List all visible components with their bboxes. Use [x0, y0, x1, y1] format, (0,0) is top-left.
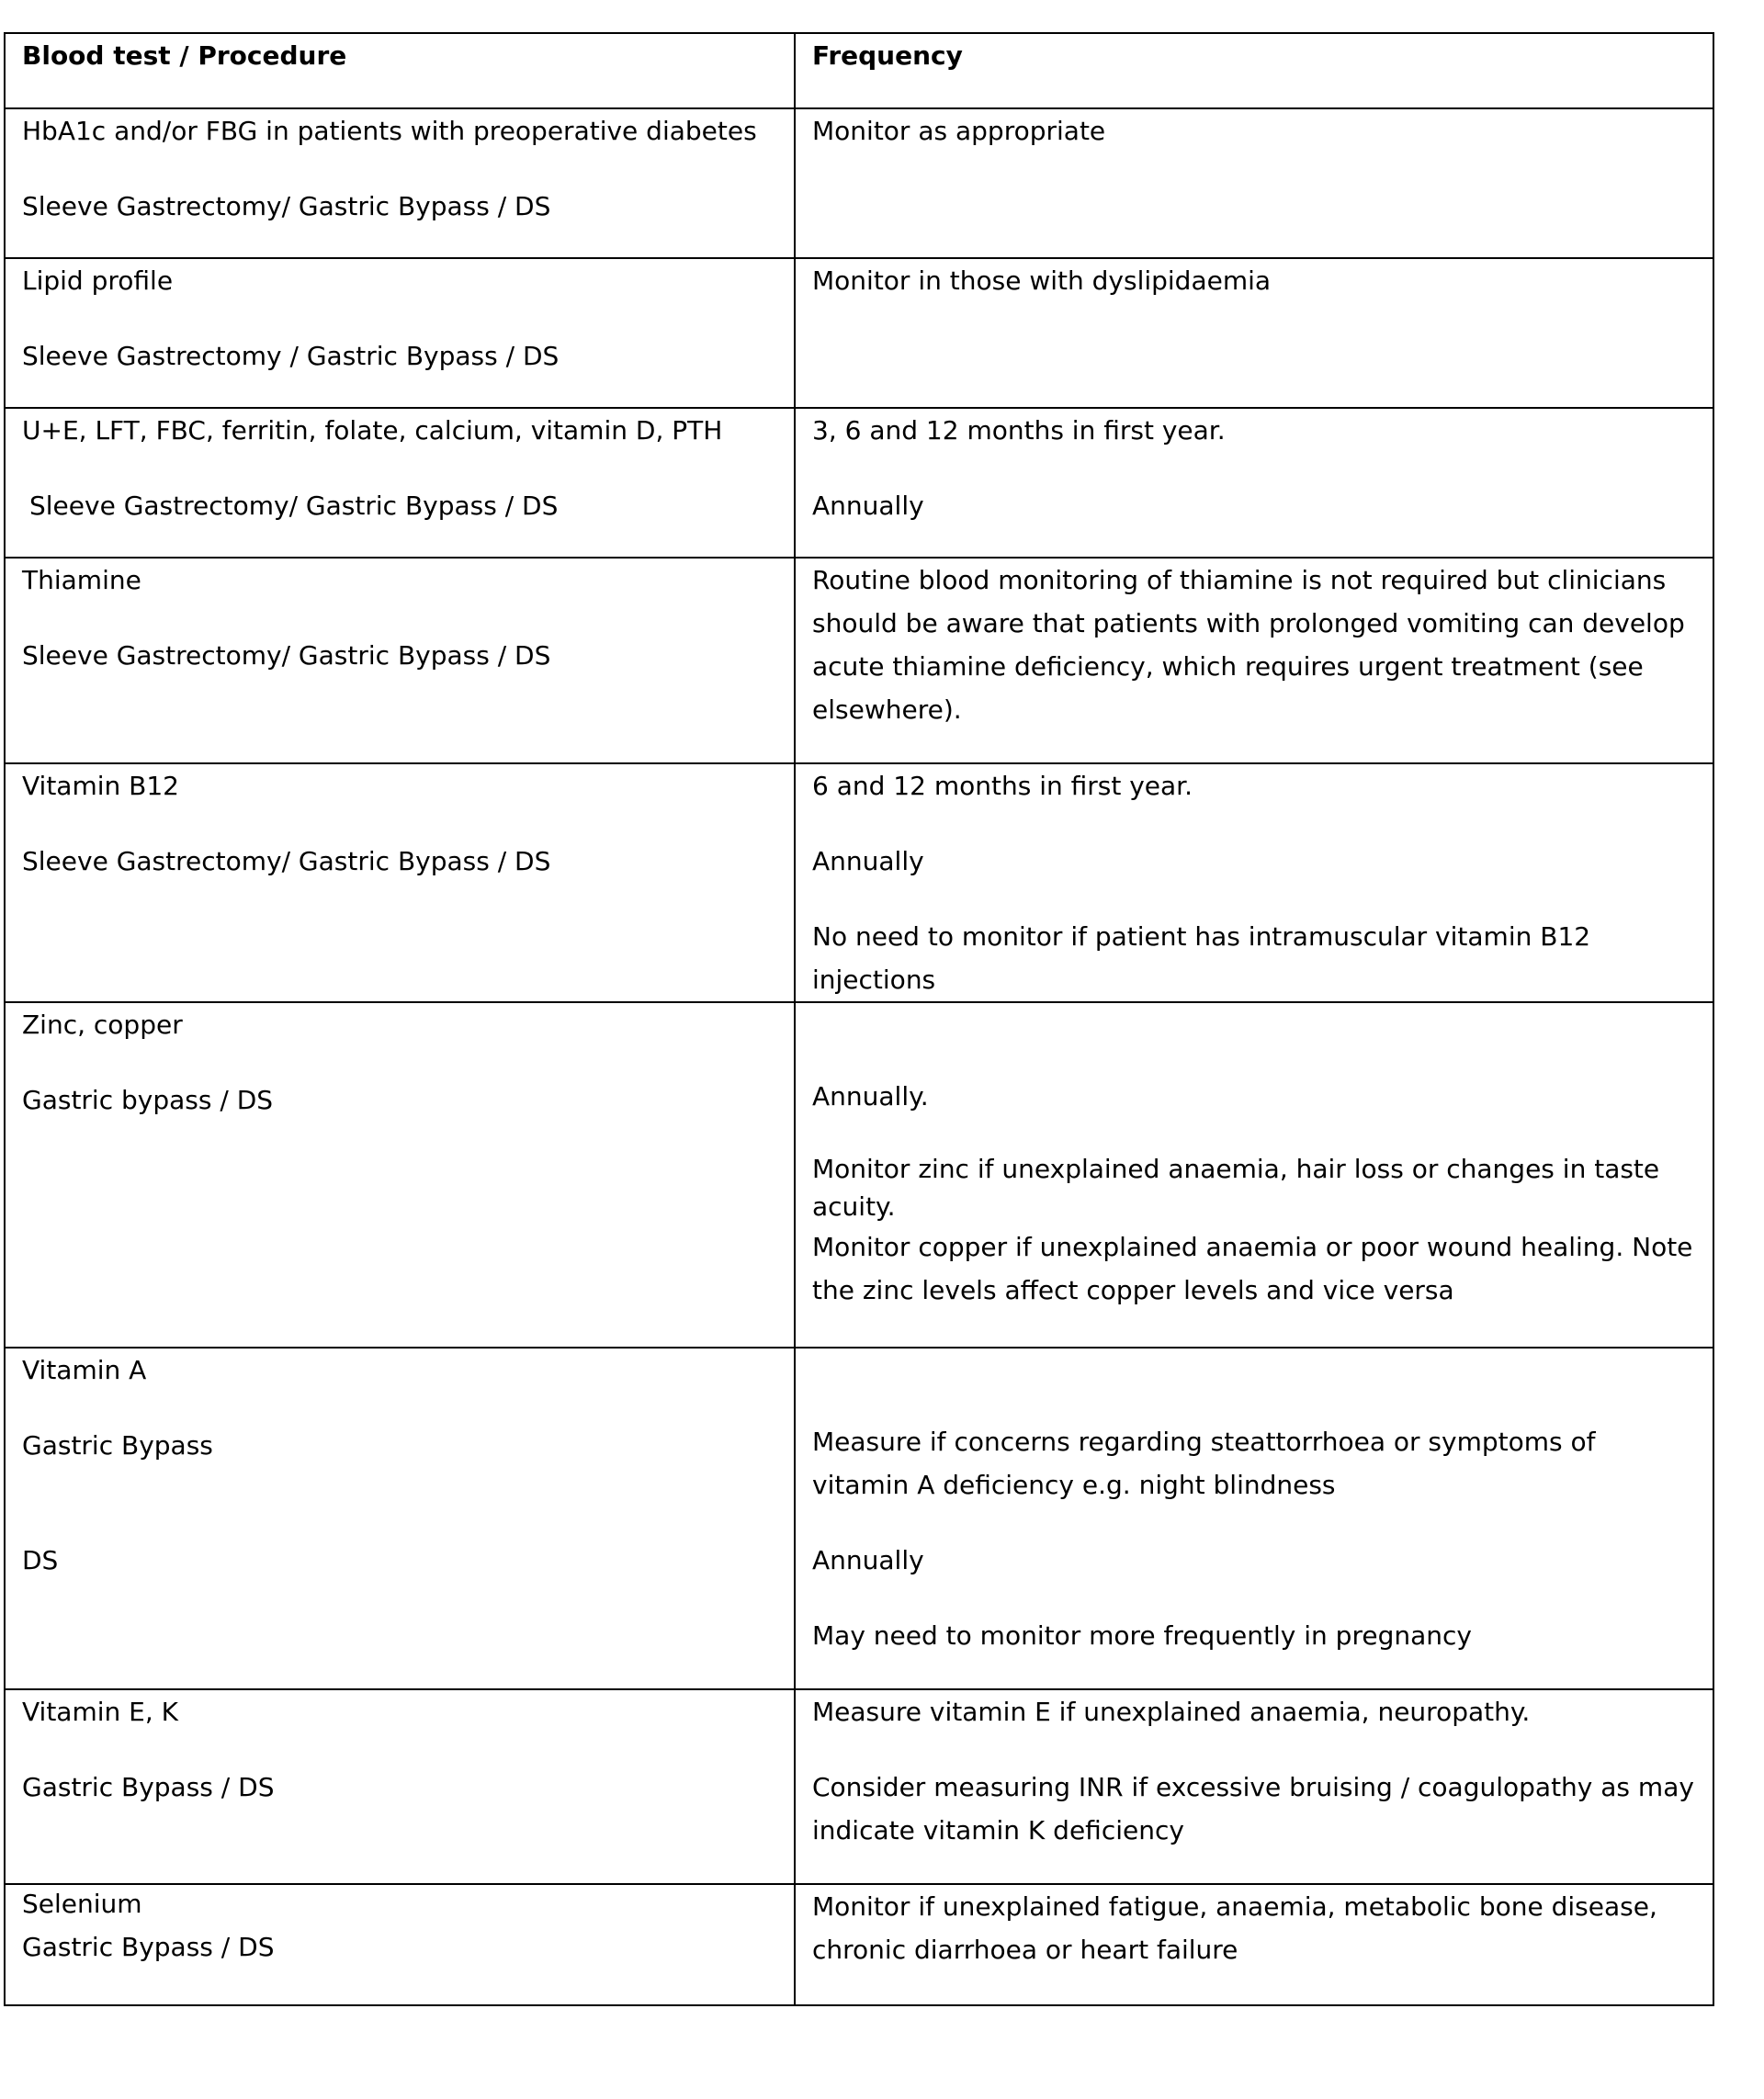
table-row [5, 258, 1713, 408]
frequency-cell [795, 558, 1713, 763]
test-name: Lipid profile [22, 265, 174, 296]
frequency-text: Annually [812, 846, 924, 876]
frequency-cell [795, 1689, 1713, 1884]
frequency-text: Monitor zinc if unexplained anaemia, hair loss or changes in taste acuity. [812, 1154, 1660, 1222]
table-row [5, 408, 1713, 558]
frequency-text: Measure if concerns regarding steattorrhoea or symptoms of vitamin A deficiency e.g. night blindness [812, 1427, 1596, 1500]
frequency-text: Measure vitamin E if unexplained anaemia, neuropathy. [812, 1697, 1531, 1727]
table-row [5, 1348, 1713, 1689]
table-row [5, 1689, 1713, 1884]
table-row [5, 1884, 1713, 2005]
procedure-name: Sleeve Gastrectomy/ Gastric Bypass / DS [22, 191, 551, 221]
test-name: U+E, LFT, FBC, ferritin, folate, calcium, vitamin D, PTH [22, 415, 723, 446]
procedure-name: Sleeve Gastrectomy / Gastric Bypass / DS [22, 341, 560, 371]
header-frequency [795, 33, 1713, 108]
header-test [5, 33, 795, 108]
test-name: Thiamine [22, 565, 141, 595]
frequency-text: Annually [812, 491, 924, 521]
frequency-cell [795, 258, 1713, 408]
frequency-cell [795, 108, 1713, 258]
frequency-text: No need to monitor if patient has intramuscular vitamin B12 injections [812, 921, 1591, 995]
test-cell [5, 108, 795, 258]
frequency-text: Monitor in those with dyslipidaemia [812, 265, 1272, 296]
test-name: Vitamin A [22, 1355, 147, 1385]
frequency-cell [795, 763, 1713, 1002]
test-cell [5, 1348, 795, 1689]
procedure-name: Gastric Bypass [22, 1430, 213, 1461]
procedure-name: Sleeve Gastrectomy/ Gastric Bypass / DS [29, 491, 559, 521]
test-name: Vitamin E, K [22, 1697, 179, 1727]
frequency-cell [795, 1348, 1713, 1689]
test-cell [5, 1689, 795, 1884]
frequency-text: 3, 6 and 12 months in first year. [812, 415, 1226, 446]
test-cell [5, 763, 795, 1002]
frequency-text: Annually [812, 1545, 924, 1575]
test-cell [5, 1002, 795, 1348]
procedure-name: DS [22, 1545, 59, 1575]
test-name: HbA1c and/or FBG in patients with preoperative diabetes [22, 116, 757, 146]
header-frequency-label: Frequency [812, 40, 963, 71]
frequency-text: Monitor copper if unexplained anaemia or poor wound healing. Note the zinc levels affect copper levels and vice versa [812, 1232, 1693, 1305]
procedure-name: Gastric bypass / DS [22, 1085, 274, 1115]
test-name: Vitamin B12 [22, 771, 179, 801]
frequency-text: May need to monitor more frequently in pregnancy [812, 1620, 1472, 1651]
test-cell [5, 1884, 795, 2005]
test-name: Zinc, copper [22, 1010, 183, 1040]
test-cell [5, 408, 795, 558]
frequency-cell [795, 408, 1713, 558]
frequency-text: Routine blood monitoring of thiamine is not required but clinicians should be aware that patients with prolonged vomiting can develop acute thiamine deficiency, which requires urgent treatment (see elsewhere). [812, 565, 1685, 725]
table-header-row [5, 33, 1713, 108]
procedure-name: Sleeve Gastrectomy/ Gastric Bypass / DS [22, 846, 551, 876]
frequency-text: 6 and 12 months in first year. [812, 771, 1193, 801]
procedure-name: Gastric Bypass / DS [22, 1772, 275, 1802]
table-row [5, 108, 1713, 258]
frequency-text: Annually. [812, 1081, 929, 1112]
frequency-cell [795, 1002, 1713, 1348]
table-row [5, 558, 1713, 763]
test-cell [5, 258, 795, 408]
procedure-name: Sleeve Gastrectomy/ Gastric Bypass / DS [22, 640, 551, 671]
monitoring-table [4, 32, 1714, 2006]
header-test-label: Blood test / Procedure [22, 40, 347, 71]
frequency-text: Consider measuring INR if excessive bruising / coagulopathy as may indicate vitamin K deficiency [812, 1772, 1694, 1845]
frequency-text: Monitor as appropriate [812, 116, 1106, 146]
frequency-text: Monitor if unexplained fatigue, anaemia, metabolic bone disease, chronic diarrhoea or heart failure [812, 1891, 1657, 1965]
table-row [5, 1002, 1713, 1348]
frequency-cell [795, 1884, 1713, 2005]
table-row [5, 763, 1713, 1002]
procedure-name: Gastric Bypass / DS [22, 1932, 275, 1962]
test-cell [5, 558, 795, 763]
test-name: Selenium [22, 1889, 142, 1919]
